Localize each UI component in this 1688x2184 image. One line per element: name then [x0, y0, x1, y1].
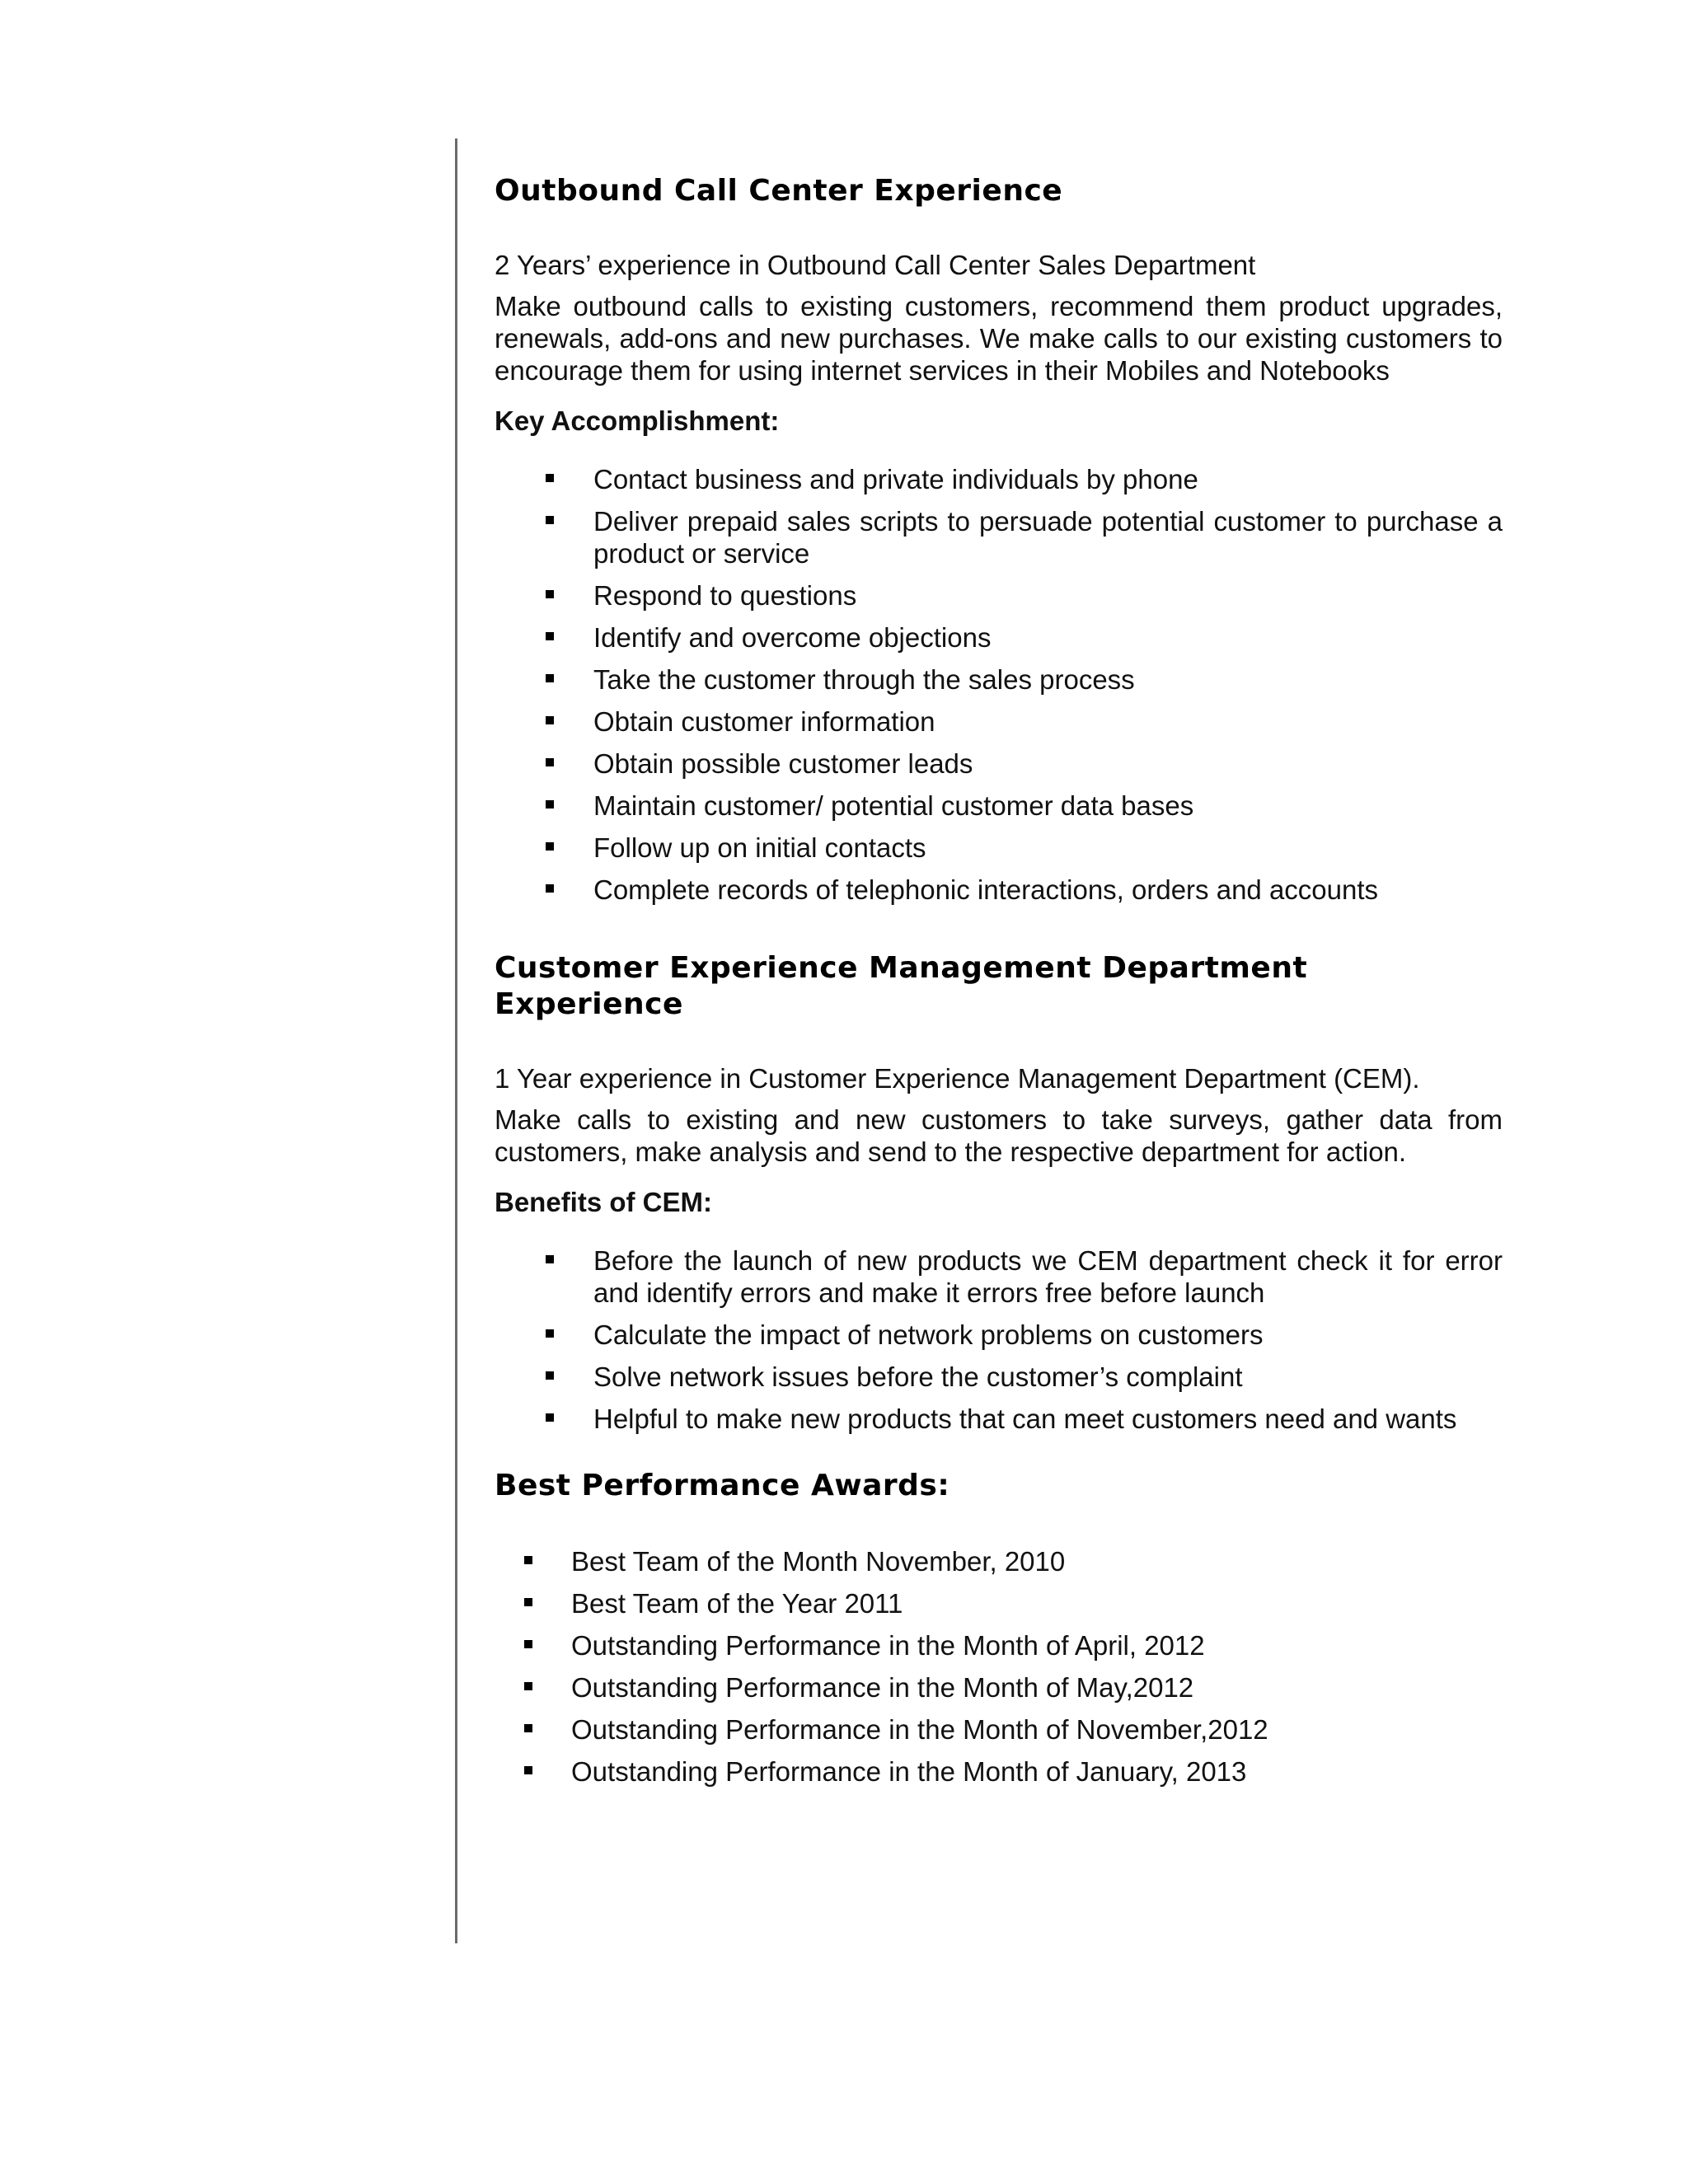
list-item-text: Take the customer through the sales process: [593, 664, 1135, 695]
accomplishment-list: [495, 463, 1503, 906]
resume-content: [495, 173, 1503, 1797]
square-bullet-icon: [524, 1598, 532, 1606]
experience-summary: 1 Year experience in Customer Experience Management Department (CEM).: [495, 1063, 1420, 1094]
square-bullet-icon: [524, 1682, 532, 1690]
subheading: Benefits of CEM:: [495, 1187, 712, 1217]
list-item-text: Maintain customer/ potential customer data bases: [593, 790, 1194, 821]
list-item-text: Outstanding Performance in the Month of May,2012: [571, 1672, 1194, 1703]
list-item-text: Outstanding Performance in the Month of November,2012: [571, 1714, 1268, 1745]
square-bullet-icon: [524, 1766, 532, 1774]
square-bullet-icon: [546, 1255, 554, 1263]
awards-list: [495, 1545, 1503, 1788]
list-item: [495, 1755, 1503, 1788]
list-item: [495, 1671, 1503, 1704]
outbound-section: [495, 173, 1503, 906]
list-item: [495, 832, 1503, 864]
list-item: [495, 663, 1503, 696]
list-item-text: Outstanding Performance in the Month of January, 2013: [571, 1756, 1247, 1787]
list-item: [495, 1587, 1503, 1619]
list-item: [495, 505, 1503, 569]
list-item-text: Helpful to make new products that can meet customers need and wants: [593, 1404, 1457, 1434]
square-bullet-icon: [546, 474, 554, 482]
list-item: [495, 705, 1503, 738]
square-bullet-icon: [524, 1640, 532, 1648]
square-bullet-icon: [546, 884, 554, 893]
list-item-text: Best Team of the Month November, 2010: [571, 1546, 1066, 1577]
list-item: [495, 1244, 1503, 1309]
list-item-text: Solve network issues before the customer’s complaint: [593, 1361, 1243, 1392]
subheading: Key Accomplishment:: [495, 405, 780, 436]
list-item-text: Before the launch of new products we CEM department check it for error and identify errors and make it errors free before launch: [593, 1245, 1503, 1308]
square-bullet-icon: [546, 1413, 554, 1422]
square-bullet-icon: [546, 842, 554, 851]
list-item-text: Best Team of the Year 2011: [571, 1588, 903, 1619]
square-bullet-icon: [546, 674, 554, 682]
cem-section: [495, 950, 1503, 1435]
list-item-text: Respond to questions: [593, 580, 857, 611]
list-item-text: Calculate the impact of network problems on customers: [593, 1319, 1264, 1350]
section-heading: Best Performance Awards:: [495, 1469, 950, 1502]
square-bullet-icon: [546, 516, 554, 524]
list-item-text: Obtain customer information: [593, 706, 935, 737]
square-bullet-icon: [524, 1556, 532, 1564]
list-item: [495, 1403, 1503, 1435]
list-item: [495, 621, 1503, 654]
list-item: [495, 579, 1503, 612]
list-item: [495, 1361, 1503, 1393]
list-item-text: Identify and overcome objections: [593, 622, 992, 653]
square-bullet-icon: [546, 758, 554, 766]
list-item: [495, 1629, 1503, 1661]
square-bullet-icon: [524, 1724, 532, 1732]
benefits-list: [495, 1244, 1503, 1435]
list-item: [495, 1713, 1503, 1746]
list-item-text: Complete records of telephonic interactions, orders and accounts: [593, 874, 1379, 905]
square-bullet-icon: [546, 590, 554, 598]
list-item-text: Obtain possible customer leads: [593, 748, 973, 779]
list-item: [495, 1545, 1503, 1577]
square-bullet-icon: [546, 1371, 554, 1380]
left-divider-line: [455, 138, 457, 1943]
section-heading: Outbound Call Center Experience: [495, 174, 1063, 208]
list-item-text: Contact business and private individuals by phone: [593, 464, 1198, 494]
list-item-text: Deliver prepaid sales scripts to persuade potential customer to purchase a product or service: [593, 506, 1503, 569]
list-item: [495, 790, 1503, 822]
square-bullet-icon: [546, 632, 554, 640]
experience-summary: 2 Years’ experience in Outbound Call Center Sales Department: [495, 250, 1256, 280]
list-item: [495, 463, 1503, 495]
experience-description: Make calls to existing and new customers to take surveys, gather data from customers, make analysis and send to the respective department for action.: [495, 1104, 1503, 1167]
list-item: [495, 874, 1503, 906]
square-bullet-icon: [546, 800, 554, 808]
awards-section: [495, 1468, 1503, 1788]
list-item: [495, 1319, 1503, 1351]
experience-description: Make outbound calls to existing customers, recommend them product upgrades, renewals, add-ons and new purchases. We make calls to our existing customers to encourage them for using internet services in their Mobiles and Notebooks: [495, 291, 1503, 386]
section-heading: Customer Experience Management Department Experience: [495, 951, 1308, 1021]
square-bullet-icon: [546, 716, 554, 724]
square-bullet-icon: [546, 1329, 554, 1338]
list-item-text: Follow up on initial contacts: [593, 832, 926, 863]
list-item-text: Outstanding Performance in the Month of April, 2012: [571, 1630, 1205, 1661]
list-item: [495, 748, 1503, 780]
